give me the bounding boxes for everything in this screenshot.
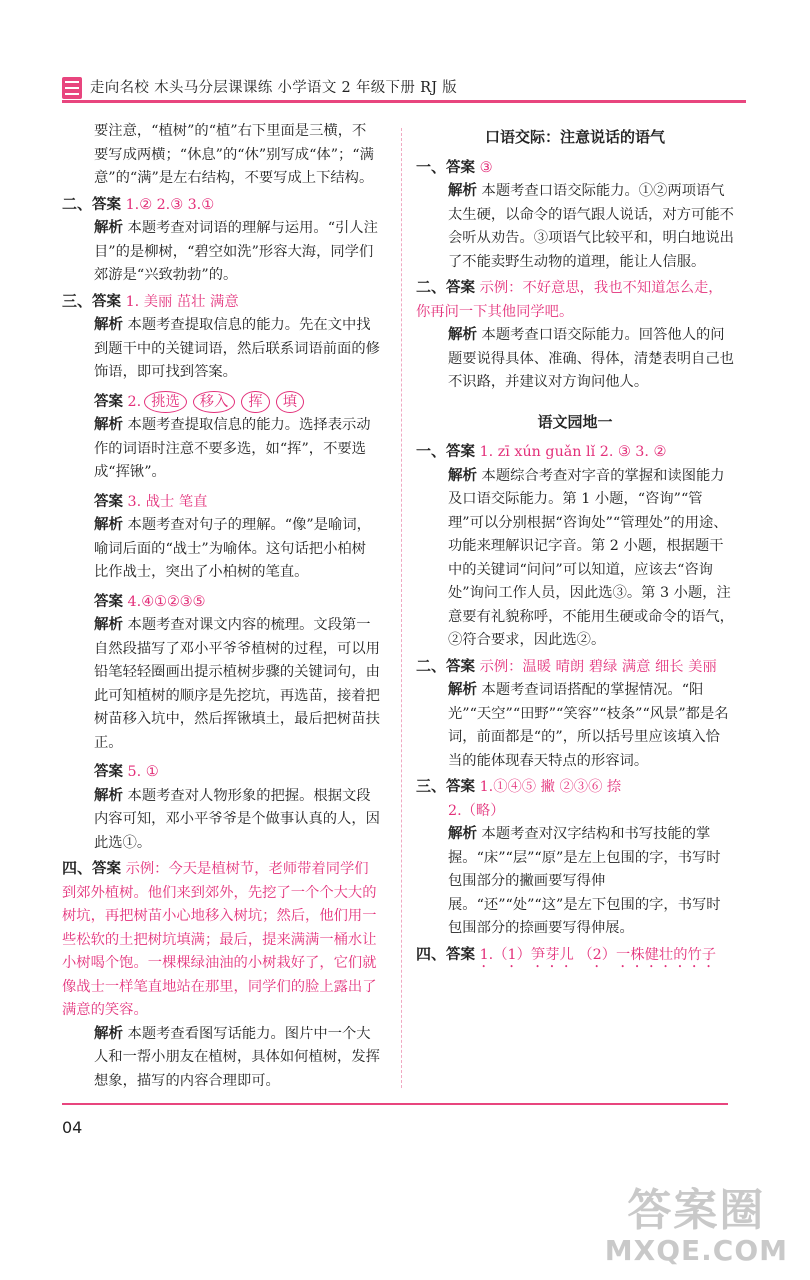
answer-label: 答案 — [446, 946, 476, 963]
watermark-text: 答案圈 — [627, 1185, 766, 1236]
garden-section-2 — [416, 655, 734, 774]
footer-rule — [62, 1103, 728, 1105]
analysis-text: 本题考查提取信息的能力。选择表示动作的词语时注意不要多选，如“挥”，不要选成“挥锹”。 — [94, 417, 371, 480]
answer-text: 2.（略） — [448, 802, 505, 819]
answer-label: 答案 — [92, 196, 122, 213]
analysis-text: 本题考查对汉字结构和书写技能的掌握。“床”“层”“原”是左上包围的字，书写时包围部分的撇画要写得伸展。“还”“处”“这”是左下包围的字，书写时包围部分的捺画要写得伸展。 — [448, 826, 721, 936]
answer-label: 答案 — [94, 493, 123, 510]
section-title: 语文园地一 — [537, 412, 613, 431]
garden-section-4 — [416, 943, 734, 971]
analysis-label: 解析 — [94, 617, 123, 633]
header-title: 走向名校 木头马分层课课练 小学语文 2 年级下册 RJ 版 — [90, 80, 458, 96]
section-number: 二、 — [62, 194, 93, 213]
analysis-label: 解析 — [448, 183, 477, 199]
answer-text: 1.② 2.③ 3.① — [125, 196, 215, 213]
answer-text: 4.④①②③⑤ — [127, 593, 206, 610]
answer-label: 答案 — [92, 861, 122, 877]
analysis-label: 解析 — [94, 317, 123, 333]
analysis-label: 解析 — [94, 1025, 123, 1042]
oral-section-1 — [416, 156, 734, 275]
section-4 — [62, 857, 380, 1093]
analysis-text: 本题考查提取信息的能力。先在文中找到题干中的关键词语，然后联系词语前面的修饰语，即可找到答案。 — [94, 317, 380, 380]
answer-text: 1.①④⑤ 撇 ②③⑥ 捺 — [479, 779, 622, 795]
answer-label: 答案 — [446, 658, 476, 675]
section-number: 三、 — [416, 777, 447, 795]
watermark-logo — [605, 1186, 788, 1266]
answer-text: 示例：不好意思，我也不知道怎么走，你再问一下其他同学吧。 — [416, 280, 723, 320]
section-number: 一、 — [416, 442, 447, 460]
garden-section-1 — [416, 440, 734, 653]
oral-section-2 — [416, 276, 734, 395]
answer-text: 5. ① — [127, 764, 159, 780]
analysis-text: 本题考查对词语的理解与运用。“引人注目”的是柳树，“碧空如洗”形容大海，同学们郊游是“兴致勃勃”的。 — [94, 220, 378, 283]
answer-text: 3. 战士 笔直 — [127, 493, 208, 510]
circled-word: 挑选 — [144, 391, 187, 413]
analysis-label: 解析 — [94, 417, 123, 433]
answer-text: ③ — [479, 159, 493, 176]
circled-word: 填 — [276, 391, 304, 413]
analysis-text: 本题考查对课文内容的梳理。文段第一自然段描写了邓小平爷爷植树的过程，可以用铅笔轻轻圈画出提示植树步骤的关键词句，由此可知植树的顺序是先挖坑，再选苗，接着把树苗移入坑中，然后挥锹填土，最后把树苗扶正。 — [94, 617, 380, 751]
answer-label: 答案 — [446, 779, 476, 795]
page-number: 04 — [62, 1118, 83, 1137]
section-number: 一、 — [416, 157, 447, 176]
analysis-label: 解析 — [448, 826, 477, 842]
answer-label: 答案 — [446, 444, 476, 460]
section-number: 四、 — [62, 859, 93, 877]
analysis-text: 本题考查看图写话能力。图片中一个大人和一帮小朋友在植树，具体如何植树，发挥想象，描写的内容合理即可。 — [94, 1025, 380, 1089]
answer-label: 答案 — [94, 393, 123, 410]
answer-label: 答案 — [94, 764, 123, 780]
answer-text: 示例：温暖 晴朗 碧绿 满意 细长 美丽 — [479, 658, 717, 675]
watermark-url: MXQE.COM — [604, 1234, 788, 1267]
section-number: 二、 — [416, 278, 447, 296]
answer-text: 1. zī xún guǎn lǐ 2. ③ 3. ② — [479, 444, 667, 460]
analysis-text: 本题考查口语交际能力。①②两项语气太生硬，以命令的语气跟人说话，对方可能不会听从劝告。③项语气比较平和，明白地说出了不能卖野生动物的道理，能让人信服。 — [448, 183, 734, 270]
circled-word: 挥 — [241, 391, 269, 413]
analysis-text: 本题考查口语交际能力。回答他人的问题要说得具体、准确、得体，清楚表明自己也不识路，并建议对方询问他人。 — [448, 327, 734, 390]
left-column — [62, 120, 380, 1093]
answer-text: 1.（1）笋芽儿 （2）一株健壮的竹子 — [479, 946, 717, 963]
column-divider — [401, 128, 402, 1088]
analysis-label: 解析 — [94, 517, 123, 533]
header-rule — [62, 100, 746, 103]
section-number: 四、 — [416, 944, 447, 963]
analysis-label: 解析 — [448, 682, 477, 698]
analysis-label: 解析 — [94, 220, 123, 236]
section-2 — [62, 193, 380, 288]
section-title: 口语交际：注意说话的语气 — [484, 128, 665, 146]
circled-word: 移入 — [193, 391, 236, 413]
section-3 — [62, 290, 380, 856]
analysis-text: 本题综合考查对字音的掌握和读图能力及口语交际能力。第 1 小题，“咨询”“管理”可以分别根据“咨询处”“管理处”的用途、功能来理解识记字音。第 2 小题，根据题干中的关键词“问问”可以知道，应该去“咨询处”询问工作人员，因此选③。第 3 小题，注意要有礼貌称呼，不能用生硬或命令的语气，②符合要求，因此选②。 — [448, 467, 734, 648]
header-tab-icon — [62, 77, 82, 99]
answer-label: 答案 — [446, 280, 476, 296]
garden-section-3 — [416, 775, 734, 941]
answer-text: 1. 美丽 茁壮 满意 — [125, 293, 239, 310]
answer-label: 答案 — [94, 593, 123, 610]
analysis-text: 本题考查对句子的理解。“像”是喻词，喻词后面的“战士”为喻体。这句话把小柏树比作战士，突出了小柏树的笔直。 — [94, 517, 371, 580]
analysis-label: 解析 — [448, 467, 477, 484]
answer-label: 答案 — [446, 159, 476, 176]
answer-text: 示例：今天是植树节，老师带着同学们到郊外植树。他们来到郊外，先挖了一个个大大的树坑，再把树苗小心地移入树坑；然后，他们用一些松软的土把树坑填满；最后，提来满满一桶水让小树喝个饱。一棵棵绿油油的小树栽好了，它们就像战士一样笔直地站在那里，同学们的脸上露出了满意的笑容。 — [62, 861, 377, 1018]
answer-label: 答案 — [92, 293, 122, 310]
analysis-label: 解析 — [94, 787, 123, 804]
intro-text: 要注意，“植树”的“植”右下里面是三横，不要写成两横；“休息”的“休”别写成“体”；“满意”的“满”是左右结构，不要写成上下结构。 — [94, 123, 374, 186]
section-number: 二、 — [416, 656, 447, 675]
right-column — [416, 120, 734, 971]
analysis-text: 本题考查词语搭配的掌握情况。“阳光”“天空”“田野”“笑容”“枝条”“风景”都是名词，前面都是“的”，所以括号里应该填入恰当的能体现春天特点的形容词。 — [448, 682, 729, 769]
section-number: 三、 — [62, 291, 93, 310]
analysis-label: 解析 — [448, 327, 477, 343]
answer-text: 2. — [127, 393, 142, 410]
analysis-text: 本题考查对人物形象的把握。根据文段内容可知，邓小平爷爷是个做事认真的人，因此选①。 — [94, 787, 380, 851]
